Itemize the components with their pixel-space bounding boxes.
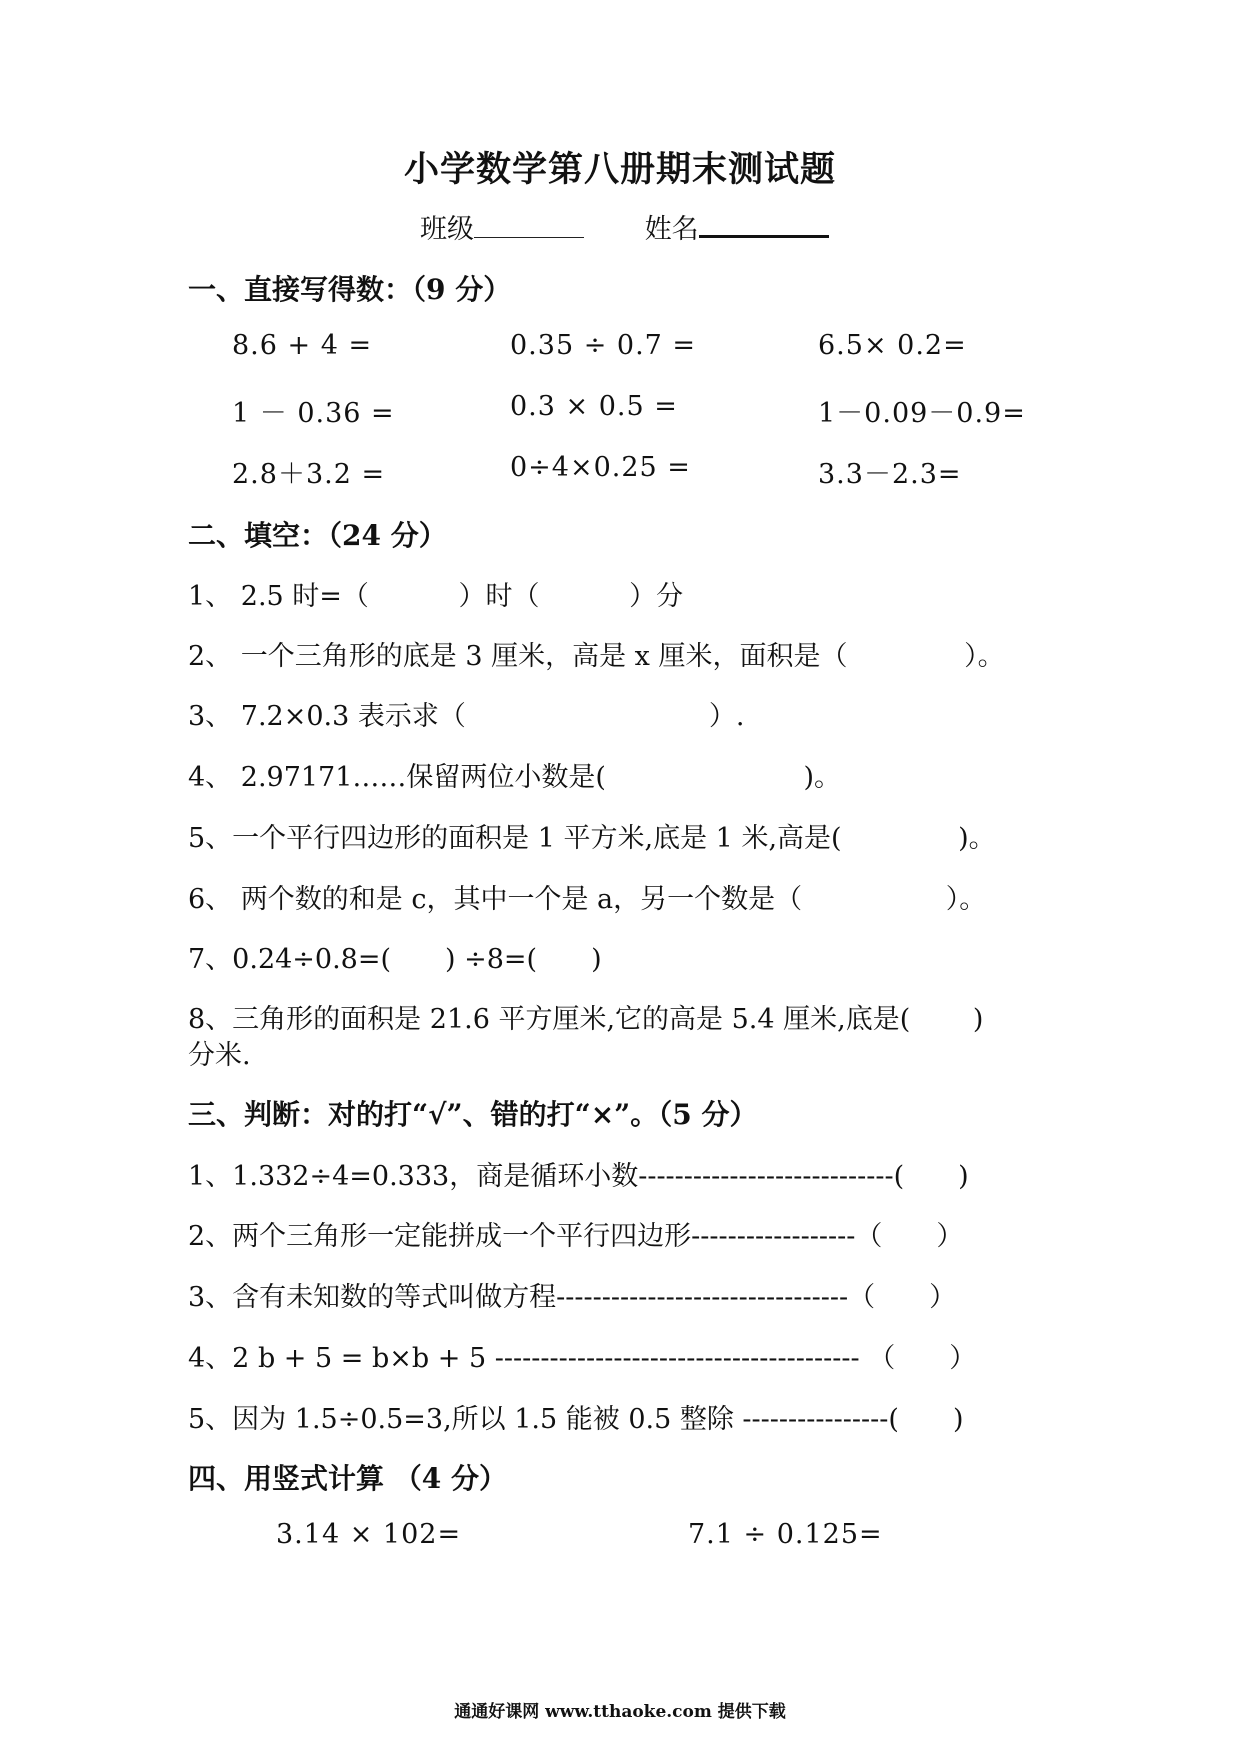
fill-question: 1、 2.5 时=（ ）时（ ）分 — [188, 581, 684, 612]
judge-question: 3、含有未知数的等式叫做方程--------------------------------（ ） — [188, 1282, 957, 1313]
calc-item: 3.3－2.3= — [818, 459, 962, 490]
fill-question: 7、0.24÷0.8=( ) ÷8=( ) — [188, 944, 602, 975]
calc-item: 8.6 + 4 = — [232, 330, 373, 361]
calc-item: 6.5× 0.2= — [818, 330, 967, 361]
fill-question: 5、一个平行四边形的面积是 1 平方米,底是 1 米,高是( )。 — [188, 823, 996, 854]
calc-item: 0.35 ÷ 0.7 = — [510, 330, 697, 361]
fill-question-continued: 分米. — [188, 1040, 251, 1071]
fill-question: 3、 7.2×0.3 表示求（ ）. — [188, 701, 745, 732]
fill-question: 2、 一个三角形的底是 3 厘米，高是 x 厘米，面积是（ ）。 — [188, 641, 1005, 672]
judge-question: 5、因为 1.5÷0.5=3,所以 1.5 能被 0.5 整除 ----------------( ) — [188, 1404, 964, 1435]
footer-credit: 通通好课网 www.tthaoke.com 提供下载 — [454, 1702, 786, 1722]
calc-item: 1 － 0.36 = — [232, 398, 395, 429]
vertical-calc-item: 3.14 × 102= — [276, 1519, 462, 1550]
fill-question: 4、 2.97171……保留两位小数是( )。 — [188, 762, 842, 793]
calc-item: 0.3 × 0.5 = — [510, 391, 678, 422]
fill-question: 8、三角形的面积是 21.6 平方厘米,它的高是 5.4 厘米,底是( ) — [188, 1004, 984, 1035]
fill-question: 6、 两个数的和是 c，其中一个是 a，另一个数是（ ）。 — [188, 884, 987, 915]
judge-question: 1、1.332÷4=0.333，商是循环小数----------------------------( ) — [188, 1161, 969, 1192]
calc-item: 2.8＋3.2 = — [232, 459, 386, 490]
calc-item: 1－0.09－0.9= — [818, 398, 1026, 429]
class-blank — [474, 215, 584, 238]
calc-item: 0÷4×0.25 = — [510, 452, 691, 483]
student-info — [420, 207, 829, 246]
judge-question: 2、两个三角形一定能拼成一个平行四边形------------------（ ） — [188, 1221, 964, 1252]
vertical-calc-item: 7.1 ÷ 0.125= — [688, 1519, 883, 1550]
class-label: 班级 — [420, 214, 474, 245]
judge-question: 4、2 b + 5 = b×b + 5 ---------------------------------------- （ ） — [188, 1343, 977, 1374]
name-label: 姓名 — [644, 214, 699, 245]
name-blank — [699, 213, 829, 238]
section-4-heading: 四、用竖式计算 （4 分） — [188, 1462, 507, 1495]
page-title: 小学数学第八册期末测试题 — [403, 149, 836, 190]
section-3-heading: 三、判断：对的打“√”、错的打“×”。（5 分） — [188, 1098, 758, 1131]
section-1-heading: 一、直接写得数：（9 分） — [188, 273, 512, 306]
section-2-heading: 二、填空：（24 分） — [188, 519, 447, 552]
